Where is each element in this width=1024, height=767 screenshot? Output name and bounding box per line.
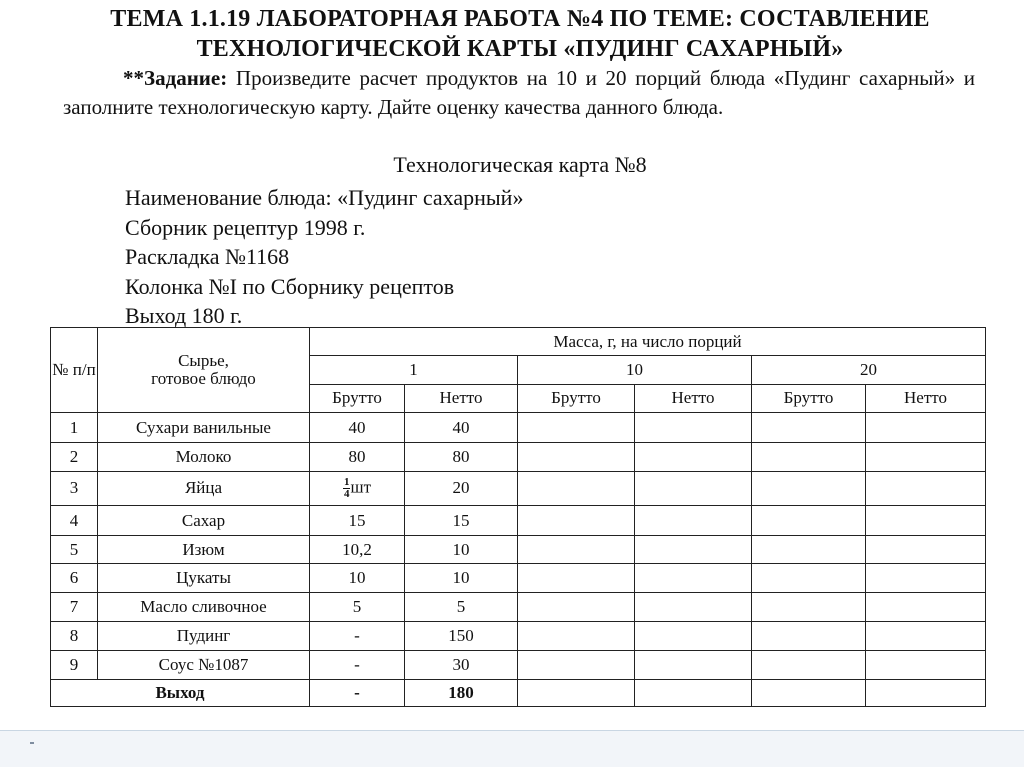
row-netto-10 xyxy=(635,412,752,442)
row-netto-1: 10 xyxy=(405,564,518,592)
row-brutto-20 xyxy=(752,592,866,621)
row-num: 5 xyxy=(51,536,98,564)
total-netto-20 xyxy=(866,679,986,706)
row-item: Изюм xyxy=(98,536,310,564)
row-netto-10 xyxy=(635,564,752,592)
table-row xyxy=(51,622,986,651)
row-netto-1: 150 xyxy=(405,622,518,651)
meta-dish: Наименование блюда: «Пудинг сахарный» xyxy=(125,185,524,210)
header-netto: Нетто xyxy=(405,384,518,412)
row-netto-10 xyxy=(635,471,752,505)
row-brutto-20 xyxy=(752,412,866,442)
total-brutto-1: - xyxy=(310,679,405,706)
total-brutto-10 xyxy=(518,679,635,706)
row-item: Пудинг xyxy=(98,622,310,651)
row-netto-20 xyxy=(866,564,986,592)
meta-yield: Выход 180 г. xyxy=(125,303,243,328)
row-netto-1: 15 xyxy=(405,505,518,535)
header-netto: Нетто xyxy=(866,384,986,412)
total-row xyxy=(51,679,986,706)
header-mass: Масса, г, на число порций xyxy=(310,328,986,356)
row-num: 6 xyxy=(51,564,98,592)
row-item: Молоко xyxy=(98,443,310,471)
row-brutto-1: 5 xyxy=(310,592,405,621)
row-item: Яйца xyxy=(98,471,310,505)
row-brutto-10 xyxy=(518,564,635,592)
header-item-line2: готовое блюдо xyxy=(151,368,256,388)
row-netto-1: 20 xyxy=(405,471,518,505)
tech-card-table xyxy=(50,327,986,707)
row-num: 2 xyxy=(51,443,98,471)
row-brutto-20 xyxy=(752,471,866,505)
row-brutto-10 xyxy=(518,536,635,564)
row-netto-1: 40 xyxy=(405,412,518,442)
total-brutto-20 xyxy=(752,679,866,706)
row-brutto-20 xyxy=(752,622,866,651)
row-netto-1: 5 xyxy=(405,592,518,621)
row-brutto-1: 80 xyxy=(310,443,405,471)
header-brutto: Брутто xyxy=(752,384,866,412)
row-num: 8 xyxy=(51,622,98,651)
row-brutto-20 xyxy=(752,505,866,535)
row-brutto-20 xyxy=(752,651,866,679)
table-row xyxy=(51,592,986,621)
row-netto-10 xyxy=(635,505,752,535)
fraction-numerator: 1 xyxy=(343,475,350,488)
card-title: Технологическая карта №8 xyxy=(393,152,647,177)
row-brutto-10 xyxy=(518,651,635,679)
row-netto-20 xyxy=(866,505,986,535)
table-row xyxy=(51,536,986,564)
table-row xyxy=(51,443,986,471)
row-netto-1: 30 xyxy=(405,651,518,679)
row-netto-20 xyxy=(866,536,986,564)
header-portion-10: 10 xyxy=(518,356,752,384)
row-netto-10 xyxy=(635,651,752,679)
bottom-bar xyxy=(0,731,1024,767)
header-item-line1: Сырье, xyxy=(178,350,229,370)
task-paragraph xyxy=(63,64,975,122)
row-item: Соус №1087 xyxy=(98,651,310,679)
row-brutto-10 xyxy=(518,443,635,471)
header-num: № п/п xyxy=(51,328,98,413)
row-netto-10 xyxy=(635,622,752,651)
row-brutto-10 xyxy=(518,505,635,535)
table-row xyxy=(51,651,986,679)
card-meta xyxy=(125,183,523,331)
row-item: Сухари ванильные xyxy=(98,412,310,442)
total-label: Выход xyxy=(51,679,310,706)
row-brutto-1: - xyxy=(310,622,405,651)
meta-collection: Сборник рецептур 1998 г. xyxy=(125,214,366,240)
bottom-mark xyxy=(30,742,34,744)
row-netto-20 xyxy=(866,592,986,621)
row-brutto-1: 10 xyxy=(310,564,405,592)
task-text: Произведите расчет продуктов на 10 и 20 порций блюда «Пудинг сахарный» и заполните технологическую карту. Дайте оценку качества данного блюда. xyxy=(63,66,975,119)
row-num: 1 xyxy=(51,412,98,442)
row-brutto-10 xyxy=(518,412,635,442)
row-brutto-1: 15 xyxy=(310,505,405,535)
header-portion-20: 20 xyxy=(752,356,986,384)
header-brutto: Брутто xyxy=(518,384,635,412)
title-line-2: ТЕХНОЛОГИЧЕСКОЙ КАРТЫ «ПУДИНГ САХАРНЫЙ» xyxy=(196,36,844,62)
row-num: 3 xyxy=(51,471,98,505)
row-netto-1: 80 xyxy=(405,443,518,471)
row-brutto-1: 10,2 xyxy=(310,536,405,564)
total-netto-1: 180 xyxy=(405,679,518,706)
row-num: 7 xyxy=(51,592,98,621)
table-row xyxy=(51,412,986,442)
row-brutto-1 xyxy=(310,471,405,505)
unit: шт xyxy=(350,477,372,497)
table-row xyxy=(51,471,986,505)
total-netto-10 xyxy=(635,679,752,706)
table-row xyxy=(51,505,986,535)
row-item: Сахар xyxy=(98,505,310,535)
header-portion-1: 1 xyxy=(310,356,518,384)
row-netto-20 xyxy=(866,443,986,471)
header-item xyxy=(98,328,310,413)
row-brutto-1: - xyxy=(310,651,405,679)
fraction-denominator: 4 xyxy=(343,487,350,500)
row-brutto-20 xyxy=(752,564,866,592)
row-num: 4 xyxy=(51,505,98,535)
row-netto-20 xyxy=(866,471,986,505)
title-line-1: ТЕМА 1.1.19 ЛАБОРАТОРНАЯ РАБОТА №4 ПО ТЕМЕ: СОСТАВЛЕНИЕ xyxy=(110,6,930,32)
table-row xyxy=(51,564,986,592)
meta-layout: Раскладка №1168 xyxy=(125,244,290,269)
row-item: Масло сливочное xyxy=(98,592,310,621)
page-title xyxy=(40,4,1000,64)
header-brutto: Брутто xyxy=(310,384,405,412)
row-netto-20 xyxy=(866,651,986,679)
row-netto-1: 10 xyxy=(405,536,518,564)
row-brutto-10 xyxy=(518,622,635,651)
row-brutto-10 xyxy=(518,592,635,621)
row-item: Цукаты xyxy=(98,564,310,592)
row-num: 9 xyxy=(51,651,98,679)
meta-column: Колонка №I по Сборнику рецептов xyxy=(125,273,455,299)
row-brutto-20 xyxy=(752,536,866,564)
row-netto-20 xyxy=(866,412,986,442)
header-netto: Нетто xyxy=(635,384,752,412)
row-brutto-20 xyxy=(752,443,866,471)
row-netto-10 xyxy=(635,536,752,564)
task-label: **Задание: xyxy=(123,66,228,90)
row-brutto-1: 40 xyxy=(310,412,405,442)
row-netto-20 xyxy=(866,622,986,651)
row-netto-10 xyxy=(635,443,752,471)
row-brutto-10 xyxy=(518,471,635,505)
row-netto-10 xyxy=(635,592,752,621)
